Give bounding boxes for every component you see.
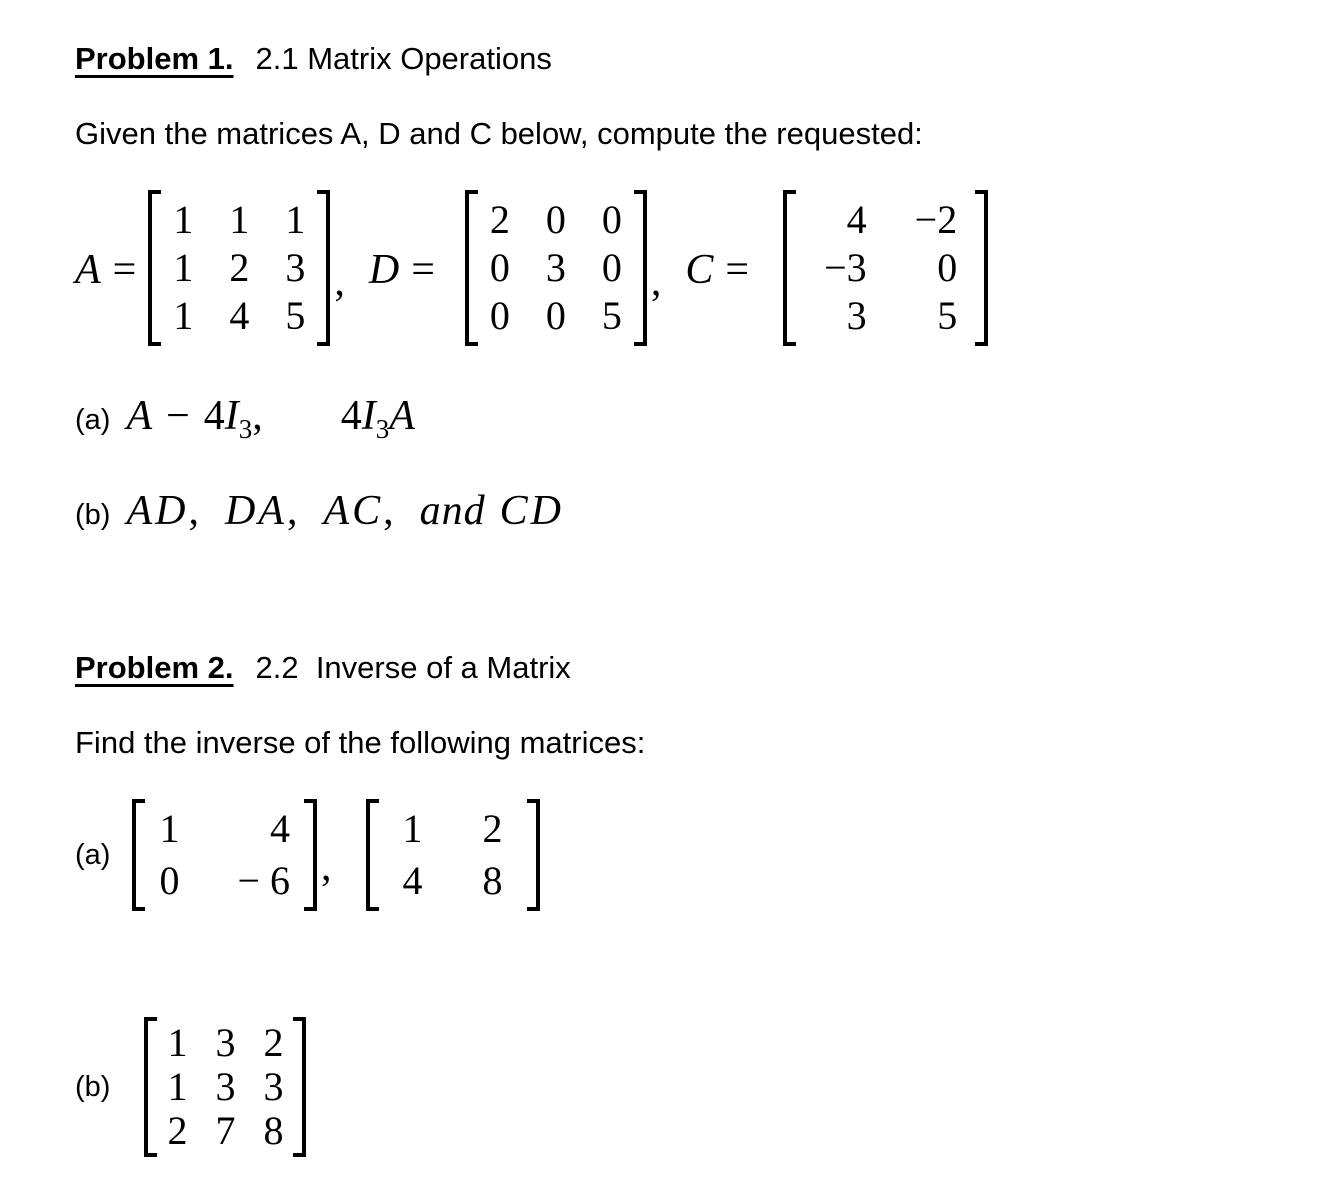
matrix-cell: 5 <box>601 293 622 338</box>
identity-symbol: I <box>361 393 376 439</box>
matrix-cell: 3 <box>545 245 566 290</box>
matrix-cell: 1 <box>285 197 306 242</box>
separator-comma: , <box>334 259 345 305</box>
matrix-cell: 2 <box>167 1108 188 1153</box>
comma: , <box>188 488 199 534</box>
matrix-cell: 8 <box>263 1108 284 1153</box>
matrix-cell: 4 <box>229 293 250 338</box>
matrix-cell: −2 <box>914 197 958 242</box>
problem1-section-title: 2.1 Matrix Operations <box>255 41 552 76</box>
equals-sign: = <box>725 247 750 293</box>
matrix-cell: 4 <box>846 197 867 242</box>
problem2-section-title: 2.2 Inverse of a Matrix <box>255 650 571 685</box>
matrix-cell: 2 <box>263 1020 284 1065</box>
math-product: DA <box>224 488 287 534</box>
comma: , <box>383 488 394 534</box>
problem1-intro: Given the matrices A, D and C below, compute the requested: <box>75 116 923 151</box>
problem1-label: Problem 1. <box>75 41 234 76</box>
matrix-d-name: D <box>368 247 400 293</box>
minus-operator: − <box>166 393 190 439</box>
matrix-cell: 3 <box>263 1064 284 1109</box>
left-bracket <box>144 1017 157 1157</box>
equals-sign: = <box>112 247 137 293</box>
problem1-part-b <box>75 485 1298 541</box>
matrix-cell: 1 <box>173 197 194 242</box>
matrix-c <box>783 190 988 346</box>
matrix-cell: 5 <box>285 293 306 338</box>
problem2-label: Problem 2. <box>75 650 234 685</box>
matrix-cell: 1 <box>402 806 423 851</box>
matrix-cell: 1 <box>173 245 194 290</box>
matrix-cells <box>157 1017 293 1157</box>
problem2-part-a-row <box>75 799 1298 911</box>
part-b-label: (b) <box>75 499 111 531</box>
subscript: 3 <box>238 414 253 444</box>
subscript: 3 <box>375 414 390 444</box>
matrix-cell: 3 <box>846 293 867 338</box>
left-bracket <box>366 799 379 911</box>
coefficient: 4 <box>203 393 225 439</box>
matrix-cell: 1 <box>173 293 194 338</box>
matrix-cell: 3 <box>285 245 306 290</box>
matrix-cell: 0 <box>601 245 622 290</box>
matrix-cell: 3 <box>215 1020 236 1065</box>
problem2-heading <box>75 649 1298 686</box>
matrix-cell: − 6 <box>237 858 291 903</box>
math-variable: A <box>389 393 415 439</box>
matrix-cell: 0 <box>159 858 180 903</box>
separator-comma: , <box>650 259 662 305</box>
part-a-label: (a) <box>75 838 111 871</box>
matrix-cell: 8 <box>482 858 503 903</box>
right-bracket <box>527 799 540 911</box>
part-b-label: (b) <box>75 1070 111 1103</box>
matrix-cell: 4 <box>402 858 423 903</box>
left-bracket <box>783 190 796 346</box>
inverse-matrix-3 <box>144 1017 306 1157</box>
conjunction-and: and <box>419 488 486 534</box>
math-product: CD <box>499 488 564 534</box>
matrix-cell: 2 <box>229 245 250 290</box>
matrix-cell: 5 <box>937 293 958 338</box>
matrix-cells <box>145 799 304 911</box>
coefficient: 4 <box>340 393 362 439</box>
matrix-a-name: A <box>75 247 101 293</box>
matrix-d-equation-label <box>369 246 435 294</box>
matrix-cell: 4 <box>270 806 291 851</box>
matrix-cell: 0 <box>601 197 622 242</box>
matrix-cell: 2 <box>482 806 503 851</box>
left-bracket <box>465 190 478 346</box>
left-bracket <box>148 190 161 346</box>
matrix-c-equation-label <box>685 246 749 294</box>
matrix-cell: −3 <box>824 245 867 290</box>
inverse-matrix-1 <box>132 799 317 911</box>
matrix-cell: 0 <box>545 293 566 338</box>
matrix-cell: 1 <box>229 197 250 242</box>
matrix-cells <box>379 799 527 911</box>
matrix-cell: 0 <box>489 245 510 290</box>
matrix-cell: 1 <box>167 1064 188 1109</box>
right-bracket <box>293 1017 306 1157</box>
inverse-matrix-2 <box>366 799 540 911</box>
math-product: AC <box>323 488 384 534</box>
problem1-heading <box>75 40 1298 77</box>
matrix-cell: 2 <box>489 197 510 242</box>
matrix-cell: 3 <box>215 1064 236 1109</box>
matrix-cell: 0 <box>489 293 510 338</box>
right-bracket <box>317 190 330 346</box>
problem1-part-a <box>75 390 1298 455</box>
problem2-part-b-row <box>75 1017 1298 1157</box>
right-bracket <box>304 799 317 911</box>
problem2-intro: Find the inverse of the following matrices: <box>75 725 646 760</box>
comma: , <box>252 393 263 439</box>
matrix-cell: 1 <box>159 806 180 851</box>
separator-comma: , <box>321 844 332 890</box>
part-a-label: (a) <box>75 404 111 436</box>
matrix-cell: 1 <box>167 1020 188 1065</box>
matrix-cell: 0 <box>937 245 958 290</box>
matrix-d-cells <box>478 190 634 346</box>
matrix-cell: 0 <box>545 197 566 242</box>
matrix-cell: 7 <box>215 1108 236 1153</box>
matrix-a <box>148 190 330 346</box>
matrix-c-cells <box>796 190 975 346</box>
math-product: AD <box>126 488 189 534</box>
comma: , <box>286 488 298 534</box>
identity-symbol: I <box>224 393 239 439</box>
right-bracket <box>975 190 988 346</box>
matrix-c-name: C <box>685 247 714 293</box>
math-variable: A <box>126 393 153 439</box>
left-bracket <box>132 799 145 911</box>
right-bracket <box>634 190 647 346</box>
matrix-definitions-row <box>75 190 1298 346</box>
equals-sign: = <box>411 247 435 293</box>
matrix-a-equation-label <box>75 246 136 294</box>
matrix-d <box>465 190 647 346</box>
matrix-a-cells <box>161 190 317 346</box>
